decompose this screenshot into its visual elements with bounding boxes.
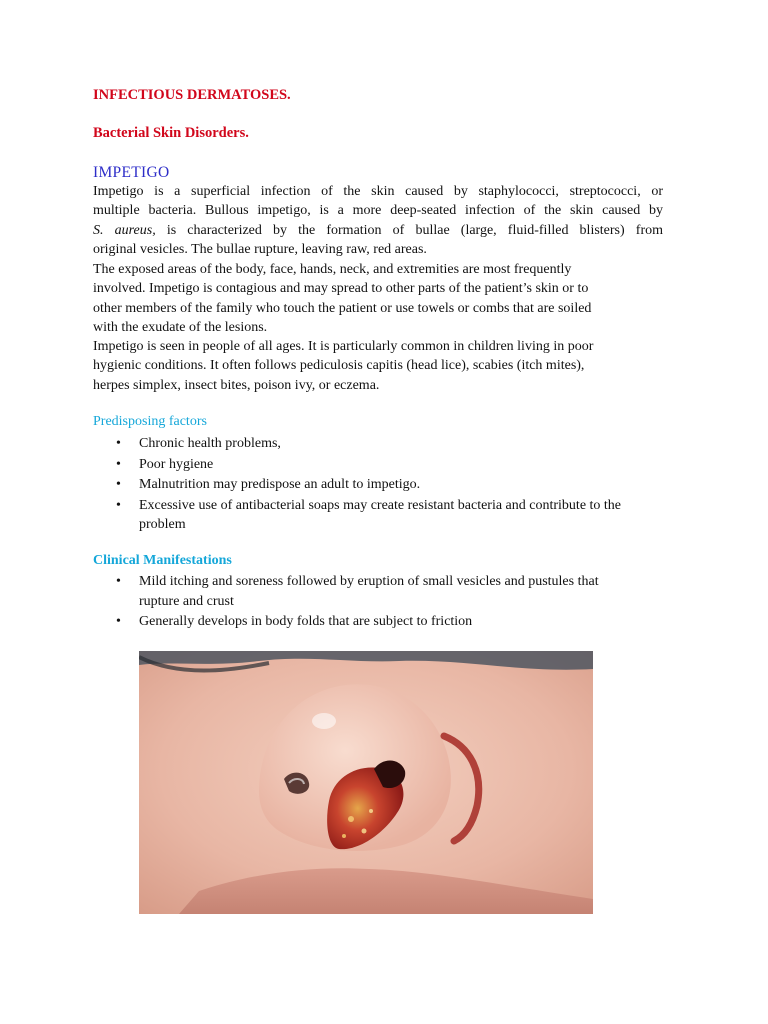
text-line: hygienic conditions. It often follows pediculosis capitis (head lice), scabies (itch mites),: [93, 358, 585, 374]
ages-paragraph: [93, 337, 663, 395]
intro-paragraph: [93, 182, 663, 259]
text-line: Impetigo is seen in people of all ages. It is particularly common in children living in poor: [93, 339, 594, 354]
clinical-manifestations-title: Clinical Manifestations: [93, 553, 232, 568]
text-line: with the exudate of the lesions.: [93, 319, 268, 335]
text-line: other members of the family who touch the patient or use towels or combs that are soiled: [93, 300, 592, 316]
impetigo-photo: [139, 651, 593, 914]
text-line: The exposed areas of the body, face, hands, neck, and extremities are most frequently: [93, 262, 572, 277]
exposed-areas-paragraph: [93, 260, 663, 337]
text-line: herpes simplex, insect bites, poison ivy, or eczema.: [93, 377, 380, 393]
text-line: original vesicles. The bullae rupture, leaving raw, red areas.: [93, 241, 427, 257]
bullet-icon: •: [116, 614, 121, 629]
list-item: • Poor hygiene: [93, 455, 678, 475]
clinical-list: [93, 572, 678, 633]
bullet-icon: •: [116, 497, 121, 513]
text-line-with-italic: S. aureus, is characterized by the formation of bullae (large, fluid-filled blisters) from: [93, 222, 663, 238]
section-title-impetigo: IMPETIGO: [93, 164, 170, 181]
list-item: • Chronic health problems,: [93, 434, 678, 454]
bullet-icon: •: [116, 574, 121, 589]
document-subheading: Bacterial Skin Disorders.: [93, 125, 249, 141]
italic-organism: S. aureus,: [93, 222, 156, 238]
text-line: Impetigo is a superficial infection of the skin caused by staphylococci, streptococci, or: [93, 184, 663, 199]
bullet-icon: •: [116, 436, 121, 451]
predisposing-list: [93, 434, 678, 536]
text-line: involved. Impetigo is contagious and may spread to other parts of the patient’s skin or to: [93, 281, 589, 297]
bullet-icon: •: [116, 477, 121, 492]
list-item: • Malnutrition may predispose an adult to impetigo.: [93, 475, 678, 495]
list-item: • Generally develops in body folds that are subject to friction: [93, 612, 678, 632]
list-item: • Excessive use of antibacterial soaps may create resistant bacteria and contribute to the problem: [116, 497, 622, 532]
bullet-icon: •: [116, 456, 121, 472]
document-heading: INFECTIOUS DERMATOSES.: [93, 87, 291, 103]
predisposing-title: Predisposing factors: [93, 414, 207, 429]
text-line: multiple bacteria. Bullous impetigo, is a more deep-seated infection of the skin caused by: [93, 203, 663, 219]
list-item: • Mild itching and soreness followed by eruption of small vesicles and pustules that rupture and crust: [116, 574, 599, 609]
